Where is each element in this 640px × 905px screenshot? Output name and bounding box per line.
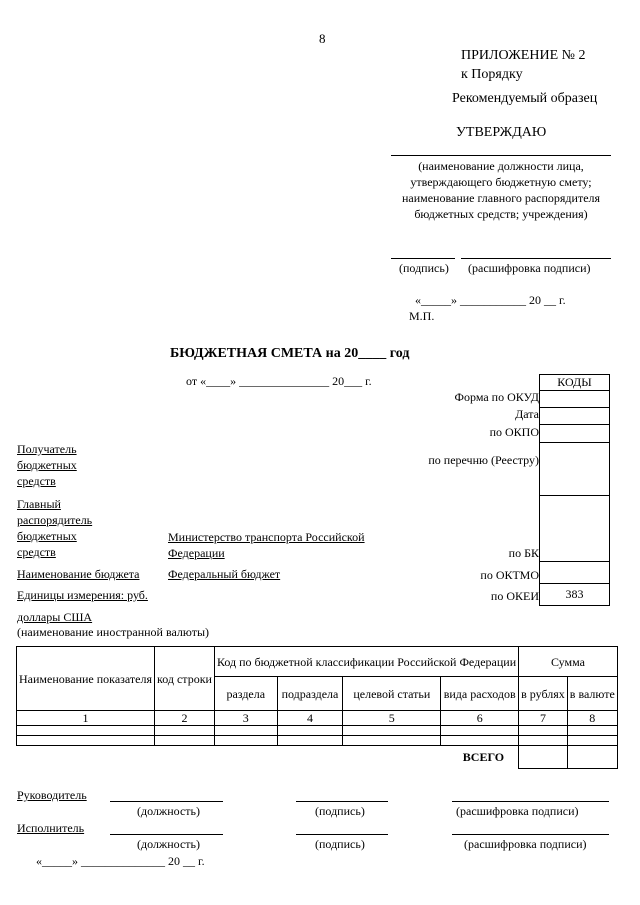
date-value[interactable] xyxy=(540,408,610,425)
table-cell[interactable] xyxy=(343,736,441,746)
table-row xyxy=(17,736,618,746)
table-cell[interactable] xyxy=(441,726,519,736)
okei-value: 383 xyxy=(540,584,610,606)
col-number: 1 xyxy=(17,711,155,726)
table-cell[interactable] xyxy=(17,726,155,736)
executor-position-line xyxy=(110,834,223,835)
total-row xyxy=(17,746,618,769)
position-caption-line: утверждающего бюджетную смету; xyxy=(410,175,592,189)
table-cell[interactable] xyxy=(17,736,155,746)
budget-name-label: Наименование бюджета xyxy=(17,567,140,581)
codes-table xyxy=(539,374,610,606)
executor-label: Исполнитель xyxy=(17,821,85,835)
ministry-value-line: Федерации xyxy=(168,546,225,560)
col-classification-header: Код по бюджетной классификации Российской Федерации xyxy=(214,647,518,677)
head-label: Руководитель xyxy=(17,788,87,802)
position-caption xyxy=(391,158,611,222)
currency-caption: (наименование иностранной валюты) xyxy=(17,625,209,639)
signature-date: «_____» ______________ 20 __ г. xyxy=(36,854,205,868)
col-number: 7 xyxy=(519,711,568,726)
head-signature-line xyxy=(296,801,388,802)
col-number: 6 xyxy=(441,711,519,726)
recipient-label xyxy=(17,441,77,489)
total-label: ВСЕГО xyxy=(17,746,519,769)
registry-label: по перечню (Реестру) xyxy=(428,453,539,467)
head-signature-caption: (подпись) xyxy=(315,804,365,818)
recipient-label-line: бюджетных xyxy=(17,458,77,472)
ministry-value xyxy=(168,529,365,561)
position-caption-line: наименование главного распорядителя xyxy=(401,191,601,205)
stamp-label: М.П. xyxy=(409,309,435,323)
page-number: 8 xyxy=(319,31,326,46)
appendix-title: ПРИЛОЖЕНИЕ № 2 xyxy=(461,48,586,63)
registry-value[interactable] xyxy=(540,443,610,496)
ministry-value-line: Министерство транспорта Российской xyxy=(168,530,365,544)
table-cell[interactable] xyxy=(519,736,568,746)
position-caption-line: бюджетных средств; учреждения) xyxy=(414,207,588,221)
total-rub-value[interactable] xyxy=(519,746,568,769)
position-line xyxy=(391,155,611,156)
head-position-caption: (должность) xyxy=(137,804,200,818)
main-manager-label-line: средств xyxy=(17,545,56,559)
table-cell[interactable] xyxy=(567,736,617,746)
col-sum-header: Сумма xyxy=(519,647,618,677)
table-cell[interactable] xyxy=(567,726,617,736)
head-decoding-line xyxy=(452,801,609,802)
sub-subsection-header: подраздела xyxy=(277,677,343,711)
recipient-label-line: Получатель xyxy=(17,442,77,456)
table-cell[interactable] xyxy=(277,726,343,736)
date-label: Дата xyxy=(515,407,539,421)
bk-label: по БК xyxy=(508,546,539,560)
executor-signature-caption: (подпись) xyxy=(315,837,365,851)
okei-label: по ОКЕИ xyxy=(490,589,539,603)
codes-header: КОДЫ xyxy=(540,375,610,391)
executor-signature-line xyxy=(296,834,388,835)
sub-rub-header: в рублях xyxy=(519,677,568,711)
units-label: Единицы измерения: руб. xyxy=(17,588,148,602)
table-cell[interactable] xyxy=(214,726,277,736)
currency-value: доллары США xyxy=(17,610,93,624)
okud-label: Форма по ОКУД xyxy=(454,390,539,404)
sub-expense-header: вида расходов xyxy=(441,677,519,711)
appendix-subtitle: к Порядку xyxy=(461,67,523,82)
document-title: БЮДЖЕТНАЯ СМЕТА на 20____ год xyxy=(170,346,410,361)
main-manager-label-line: бюджетных xyxy=(17,529,77,543)
table-cell[interactable] xyxy=(155,726,215,736)
document-date: от «____» _______________ 20___ г. xyxy=(186,374,372,388)
col-number: 3 xyxy=(214,711,277,726)
table-cell[interactable] xyxy=(155,736,215,746)
head-position-line xyxy=(110,801,223,802)
okpo-value[interactable] xyxy=(540,425,610,443)
table-cell[interactable] xyxy=(519,726,568,736)
col-number: 4 xyxy=(277,711,343,726)
main-manager-label xyxy=(17,496,92,560)
signature-line xyxy=(391,258,455,259)
position-caption-line: (наименование должности лица, xyxy=(418,159,584,173)
okpo-label: по ОКПО xyxy=(489,425,539,439)
table-cell[interactable] xyxy=(441,736,519,746)
oktmo-value[interactable] xyxy=(540,562,610,584)
total-currency-value[interactable] xyxy=(567,746,617,769)
col-code-header: код строки xyxy=(155,647,215,711)
main-manager-label-line: распорядитель xyxy=(17,513,93,527)
decoding-caption: (расшифровка подписи) xyxy=(468,261,591,275)
col-number: 8 xyxy=(567,711,617,726)
sub-section-header: раздела xyxy=(214,677,277,711)
table-cell[interactable] xyxy=(277,736,343,746)
table-row xyxy=(17,726,618,736)
main-manager-label-line: Главный xyxy=(17,497,61,511)
okud-value[interactable] xyxy=(540,391,610,408)
signature-caption: (подпись) xyxy=(399,261,449,275)
approval-date: «_____» ___________ 20 __ г. xyxy=(415,293,566,307)
recipient-label-line: средств xyxy=(17,474,56,488)
table-cell[interactable] xyxy=(214,736,277,746)
executor-decoding-caption: (расшифровка подписи) xyxy=(464,837,587,851)
bk-value[interactable] xyxy=(540,496,610,562)
approve-heading: УТВЕРЖДАЮ xyxy=(456,125,547,140)
sub-target-header: целевой статьи xyxy=(343,677,441,711)
head-decoding-caption: (расшифровка подписи) xyxy=(456,804,579,818)
sub-currency-header: в валюте xyxy=(567,677,617,711)
oktmo-label: по ОКТМО xyxy=(480,568,539,582)
executor-decoding-line xyxy=(452,834,609,835)
executor-position-caption: (должность) xyxy=(137,837,200,851)
budget-table xyxy=(16,646,618,769)
col-number: 5 xyxy=(343,711,441,726)
budget-name-value: Федеральный бюджет xyxy=(168,567,281,581)
table-cell[interactable] xyxy=(343,726,441,736)
recommended-sample: Рекомендуемый образец xyxy=(452,91,598,106)
col-number: 2 xyxy=(155,711,215,726)
decoding-line xyxy=(461,258,611,259)
col-name-header: Наименование показателя xyxy=(17,647,155,711)
